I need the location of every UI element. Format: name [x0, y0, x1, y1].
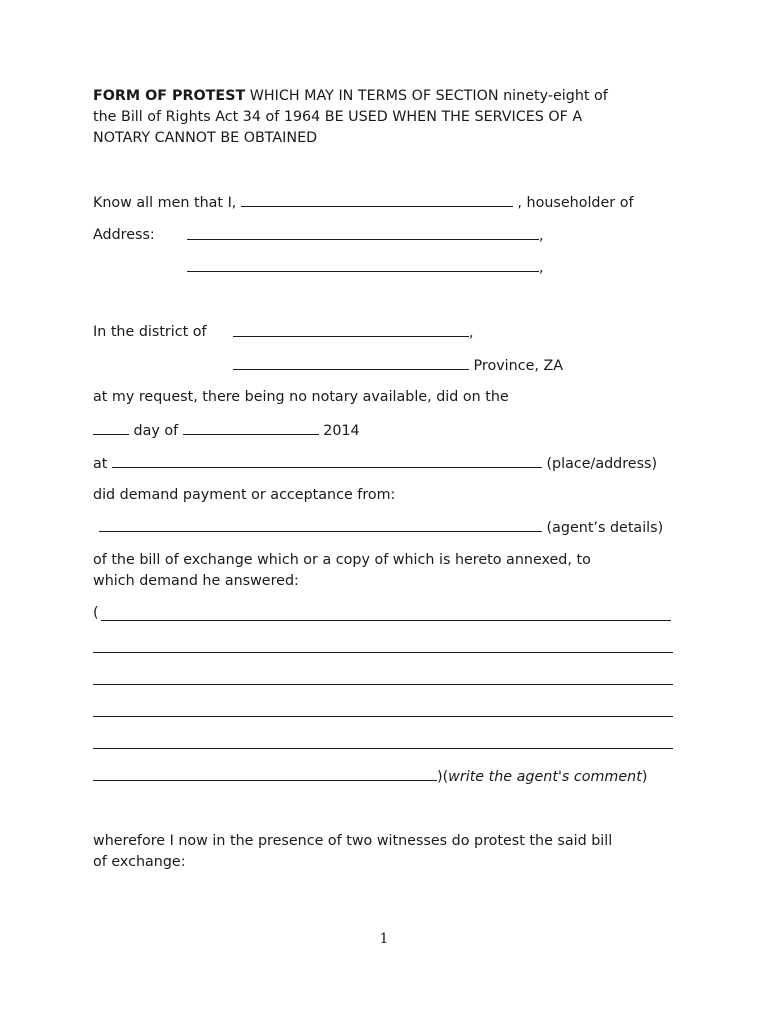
- form-heading-line-3: NOTARY CANNOT BE OBTAINED: [93, 130, 318, 146]
- comment-line: [93, 766, 647, 787]
- province-line: [233, 355, 563, 376]
- know-all-men-prefix: Know all men that I,: [93, 195, 241, 211]
- wherefore-line-1: wherefore I now in the presence of two witnesses do protest the said bill: [93, 833, 613, 849]
- date-line: [93, 420, 360, 441]
- answer-line-2[interactable]: [93, 652, 673, 653]
- answer-line-5[interactable]: [93, 748, 673, 749]
- comment-blank[interactable]: [93, 766, 437, 781]
- comment-instruction: write the agent's comment: [448, 769, 642, 785]
- address-line-1: [187, 225, 544, 246]
- comment-open: )(: [437, 769, 449, 785]
- know-all-men-line: [93, 192, 634, 213]
- month-blank[interactable]: [183, 420, 319, 435]
- name-blank[interactable]: [241, 192, 513, 207]
- address-comma-1: ,: [539, 228, 544, 244]
- agent-line: [99, 517, 663, 538]
- district-blank[interactable]: [233, 322, 469, 337]
- address-comma-2: ,: [539, 260, 544, 276]
- address-label: Address:: [93, 227, 155, 243]
- address-blank-2[interactable]: [187, 257, 539, 272]
- place-suffix: (place/address): [541, 456, 658, 472]
- form-heading-line-1: [93, 86, 608, 106]
- comment-close: ): [641, 769, 648, 785]
- answer-open-paren: (: [93, 605, 99, 621]
- district-comma: ,: [469, 325, 474, 341]
- answer-line-1[interactable]: [101, 620, 671, 621]
- request-line: at my request, there being no notary available, did on the: [93, 389, 509, 405]
- agent-blank[interactable]: [99, 517, 542, 532]
- address-blank-1[interactable]: [187, 225, 539, 240]
- place-blank[interactable]: [112, 453, 542, 468]
- at-label: at: [93, 456, 112, 472]
- province-suffix: Province, ZA: [469, 358, 564, 374]
- place-line: [93, 453, 657, 474]
- province-blank[interactable]: [233, 355, 469, 370]
- form-title: FORM OF PROTEST: [93, 88, 246, 104]
- agent-suffix: (agent’s details): [542, 520, 664, 536]
- address-line-2: [187, 257, 544, 278]
- householder-suffix: , householder of: [512, 195, 634, 211]
- page-number: 1: [379, 931, 389, 947]
- year-text: 2014: [318, 423, 360, 439]
- form-heading-text: WHICH MAY IN TERMS OF SECTION ninety-eight of: [245, 88, 608, 104]
- answer-line-4[interactable]: [93, 716, 673, 717]
- day-blank[interactable]: [93, 420, 129, 435]
- answer-line-3[interactable]: [93, 684, 673, 685]
- district-line: [233, 322, 474, 343]
- demand-line: did demand payment or acceptance from:: [93, 487, 396, 503]
- form-heading-line-2: the Bill of Rights Act 34 of 1964 BE USED WHEN THE SERVICES OF A: [93, 109, 583, 125]
- bill-text-line-2: which demand he answered:: [93, 573, 299, 589]
- day-of-label: day of: [129, 423, 183, 439]
- bill-text-line-1: of the bill of exchange which or a copy of which is hereto annexed, to: [93, 552, 591, 568]
- district-label: In the district of: [93, 324, 207, 340]
- wherefore-line-2: of exchange:: [93, 854, 186, 870]
